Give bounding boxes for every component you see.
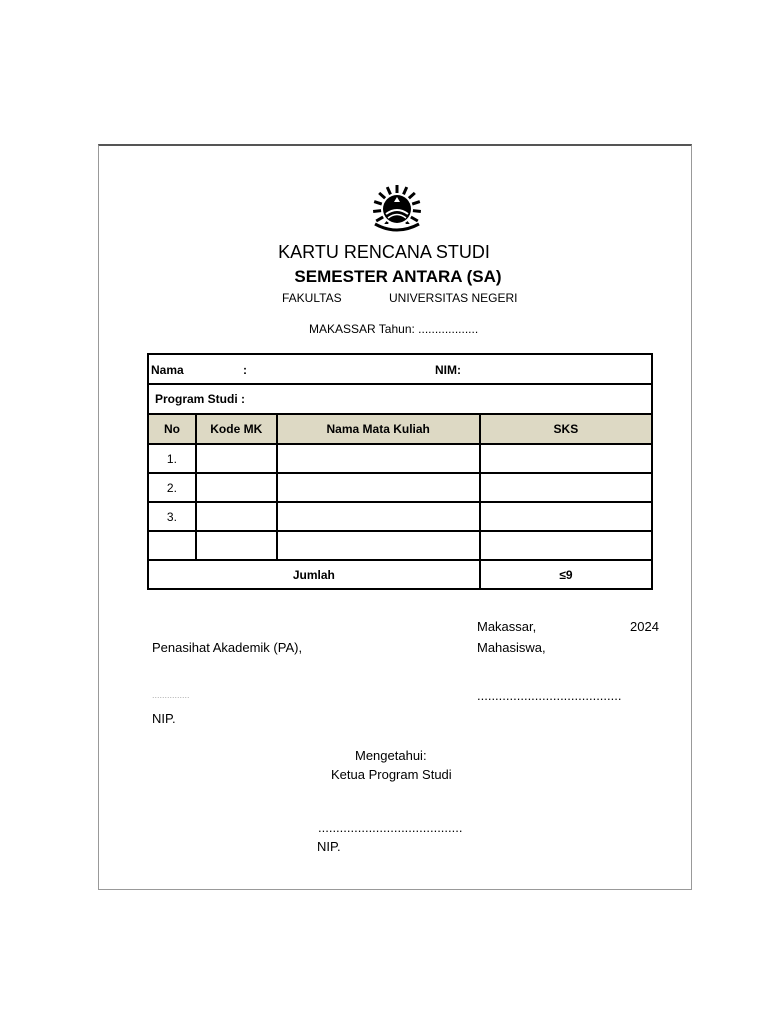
row-sks xyxy=(480,531,652,560)
document-subtitle: SEMESTER ANTARA (SA) xyxy=(294,267,502,286)
row-no: 1. xyxy=(148,444,196,473)
table-row xyxy=(148,502,652,531)
row-kode xyxy=(196,502,277,531)
total-value: ≤9 xyxy=(480,560,652,589)
total-label: Jumlah xyxy=(148,560,480,589)
row-no xyxy=(148,531,196,560)
column-header-kode: Kode MK xyxy=(196,414,277,444)
column-header-sks: SKS xyxy=(480,414,652,444)
row-kode xyxy=(196,444,277,473)
year-line: MAKASSAR Tahun: .................. xyxy=(309,322,479,336)
faculty-label: FAKULTAS xyxy=(282,291,342,305)
advisor-nip: NIP. xyxy=(152,711,176,726)
program-studi-label: Program Studi : xyxy=(148,384,652,414)
university-logo-icon xyxy=(372,184,422,234)
table-row xyxy=(148,473,652,502)
row-kode xyxy=(196,531,277,560)
advisor-signature-line: ............... xyxy=(152,690,190,700)
row-nama xyxy=(277,502,480,531)
head-label: Ketua Program Studi xyxy=(331,767,452,782)
advisor-label: Penasihat Akademik (PA), xyxy=(152,640,303,655)
column-header-no: No xyxy=(148,414,196,444)
head-nip: NIP. xyxy=(317,839,341,854)
table-row xyxy=(148,531,652,560)
total-row xyxy=(148,560,652,589)
signature-place: Makassar, xyxy=(477,619,537,634)
student-name-row xyxy=(148,354,652,384)
signature-year: 2024 xyxy=(630,619,659,634)
row-kode xyxy=(196,473,277,502)
university-name: UNIVERSITAS NEGERI xyxy=(389,291,518,305)
document-title: KARTU RENCANA STUDI xyxy=(278,242,490,262)
row-sks xyxy=(480,444,652,473)
student-signature-line: ........................................ xyxy=(477,688,622,703)
krs-table xyxy=(147,353,653,590)
row-sks xyxy=(480,502,652,531)
program-row xyxy=(148,384,652,414)
nama-colon: : xyxy=(243,363,247,377)
student-label: Mahasiswa, xyxy=(477,640,546,655)
nim-label: NIM: xyxy=(435,363,461,377)
head-signature-line: ........................................ xyxy=(318,820,463,835)
row-nama xyxy=(277,473,480,502)
row-sks xyxy=(480,473,652,502)
row-no: 3. xyxy=(148,502,196,531)
row-no: 2. xyxy=(148,473,196,502)
table-row xyxy=(148,444,652,473)
row-nama xyxy=(277,531,480,560)
column-header-nama: Nama Mata Kuliah xyxy=(277,414,480,444)
table-header-row xyxy=(148,414,652,444)
acknowledge-label: Mengetahui: xyxy=(355,748,427,763)
nama-label: Nama xyxy=(151,363,184,377)
row-nama xyxy=(277,444,480,473)
